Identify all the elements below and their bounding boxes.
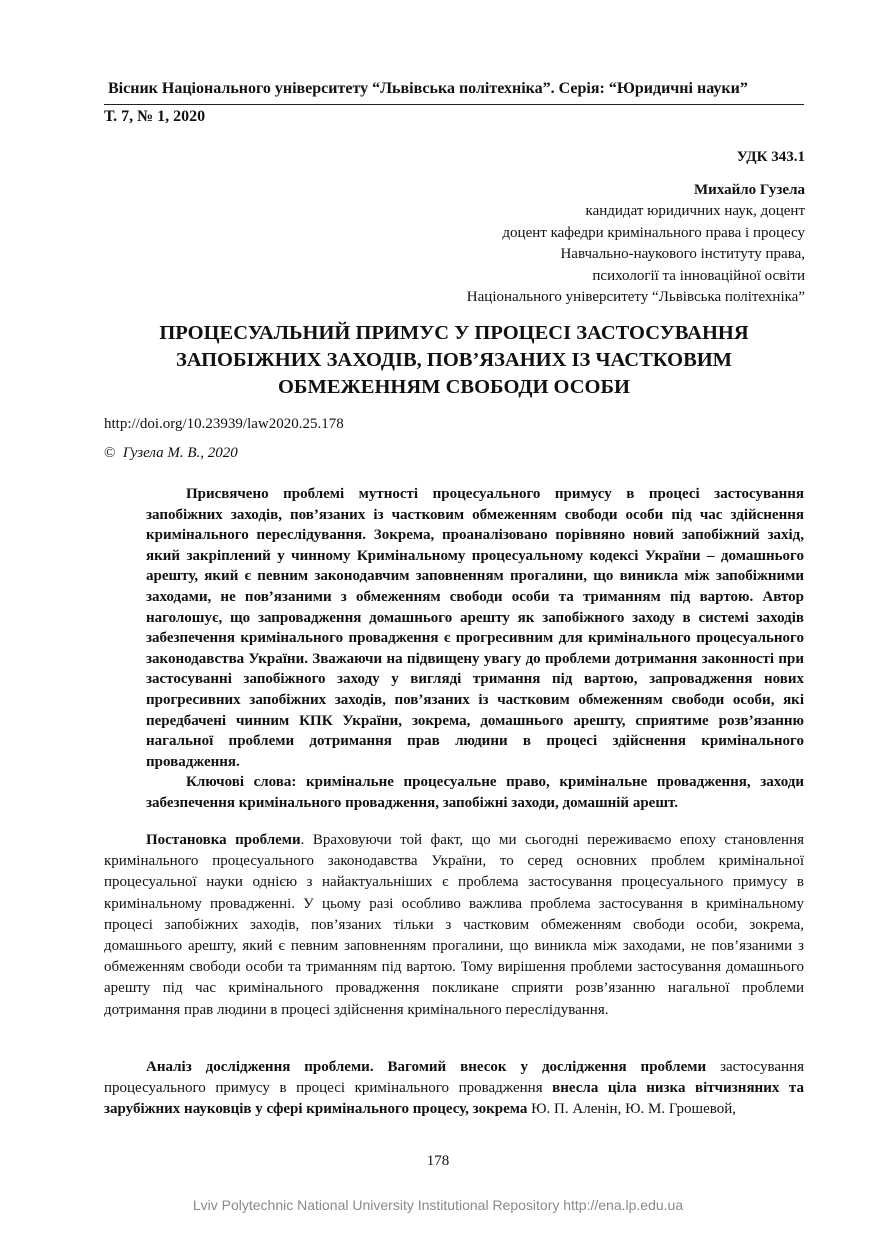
keywords-list: кримінальне процесуальне право, кримінальне провадження, заходи забезпечення кримінального провадження, запобіжні заходи, домашній арешт. (146, 774, 804, 811)
section-heading: Аналіз дослідження проблеми. (146, 1059, 374, 1075)
title-line: ЗАПОБІЖНИХ ЗАХОДІВ, ПОВ’ЯЗАНИХ ІЗ ЧАСТКОВИМ (175, 349, 733, 371)
copyright-symbol: © (104, 445, 116, 461)
repository-watermark: Lviv Polytechnic National University Institutional Repository http://ena.lp.edu.ua (192, 1197, 684, 1213)
title-line: ПРОЦЕСУАЛЬНИЙ ПРИМУС У ПРОЦЕСІ ЗАСТОСУВАННЯ (159, 322, 749, 344)
abstract (146, 484, 804, 814)
affiliation-line: Навчально-наукового інституту права, (560, 246, 805, 263)
doi-link[interactable]: http://doi.org/10.23939/law2020.25.178 (104, 416, 344, 432)
article-title (104, 320, 804, 401)
keywords (146, 772, 804, 813)
section-text-bold: Вагомий внесок у дослідження проблеми (373, 1059, 707, 1075)
journal-title: Вісник Національного університету “Львівська політехніка”. Серія: “Юридичні науки” (108, 80, 748, 97)
copyright-holder: Гузела М. В., 2020 (122, 445, 238, 461)
affiliation-line: кандидат юридичних наук, доцент (585, 203, 805, 220)
affiliation-line: психології та інноваційної освіти (592, 267, 805, 284)
section-text-bold: внесла ціла низка вітчизняних та зарубіжних науковців у сфері кримінального процесу, зокрема (104, 1080, 804, 1118)
section-problem-statement (104, 830, 804, 1021)
copyright-line (104, 445, 238, 462)
affiliation-line: доцент кафедри кримінального права і процесу (502, 224, 805, 241)
abstract-text: Присвячено проблемі мутності процесуального примусу в процесі застосування запобіжних заходів, пов’язаних із частковим обмеженням свободи особи під час здійснення кримінального переслідування. Зокрема, проаналізовано порівняно новий запобіжний захід, який закріплений у чинному Кримінальному процесуальному кодексі України – домашнього арешту, який є певним законодавчим заповненням прогалини, що виникла між запобіжними заходами, не пов’язаними з обмеженням свободи особи та триманням під вартою. Автор наголошує, що запровадження домашнього арешту як запобіжного заходу в системі заходів забезпечення кримінального провадження є прогресивним для кримінального процесуального законодавства України. Зважаючи на підвищену увагу до проблеми дотримання законності при застосуванні запобіжного заходу у вигляді тримання під вартою, запровадження нових прогресивних запобіжних заходів, пов’язаних із частковим обмеженням свободи особи, які передбачені чинним КПК України, зокрема, домашнього арешту, сприятиме розв’язанню нагальної проблеми дотримання прав людини в процесі здійснення кримінального провадження. (146, 486, 804, 770)
title-line: ОБМЕЖЕННЯМ СВОБОДИ ОСОБИ (277, 376, 630, 398)
section-text: Ю. П. Аленін, Ю. М. Грошевой, (527, 1101, 737, 1118)
volume-info: Т. 7, № 1, 2020 (104, 108, 206, 125)
section-text: . Враховуючи той факт, що ми сьогодні переживаємо епоху становлення кримінального процесуального законодавства України, то серед основних проблем кримінальної процесуальної науки однією з найактуальніших є проблема застосування процесуального примусу в кримінальному провадженні. У цьому разі особливо важлива проблема застосування в кримінальному процесі запобіжних заходів, пов’язаних тільки з частковим обмеженням свободи особи, зокрема, домашнього арешту, який є певним заповненням прогалини, що виникла між заходами, не пов’язаними з обмеженням свободи особи та триманням під вартою. Тому вирішення проблеми застосування домашнього арешту під час кримінального провадження покликане сприяти розв’язанню нагальної проблеми дотримання прав людини в процесі здійснення кримінального переслідування. (104, 832, 804, 1018)
section-text: застосування процесуального примусу в процесі кримінального провадження (104, 1059, 804, 1097)
udk-code: УДК 343.1 (736, 149, 805, 165)
header-rule (104, 104, 804, 105)
affiliation-line: Національного університету “Львівська політехніка” (466, 289, 805, 306)
section-research-analysis (104, 1057, 804, 1121)
keywords-label: Ключові слова: (186, 774, 297, 791)
page-number: 178 (426, 1153, 450, 1169)
author-name: Михайло Гузела (694, 182, 805, 198)
author-block (467, 180, 805, 308)
section-heading: Постановка проблеми (146, 832, 301, 848)
